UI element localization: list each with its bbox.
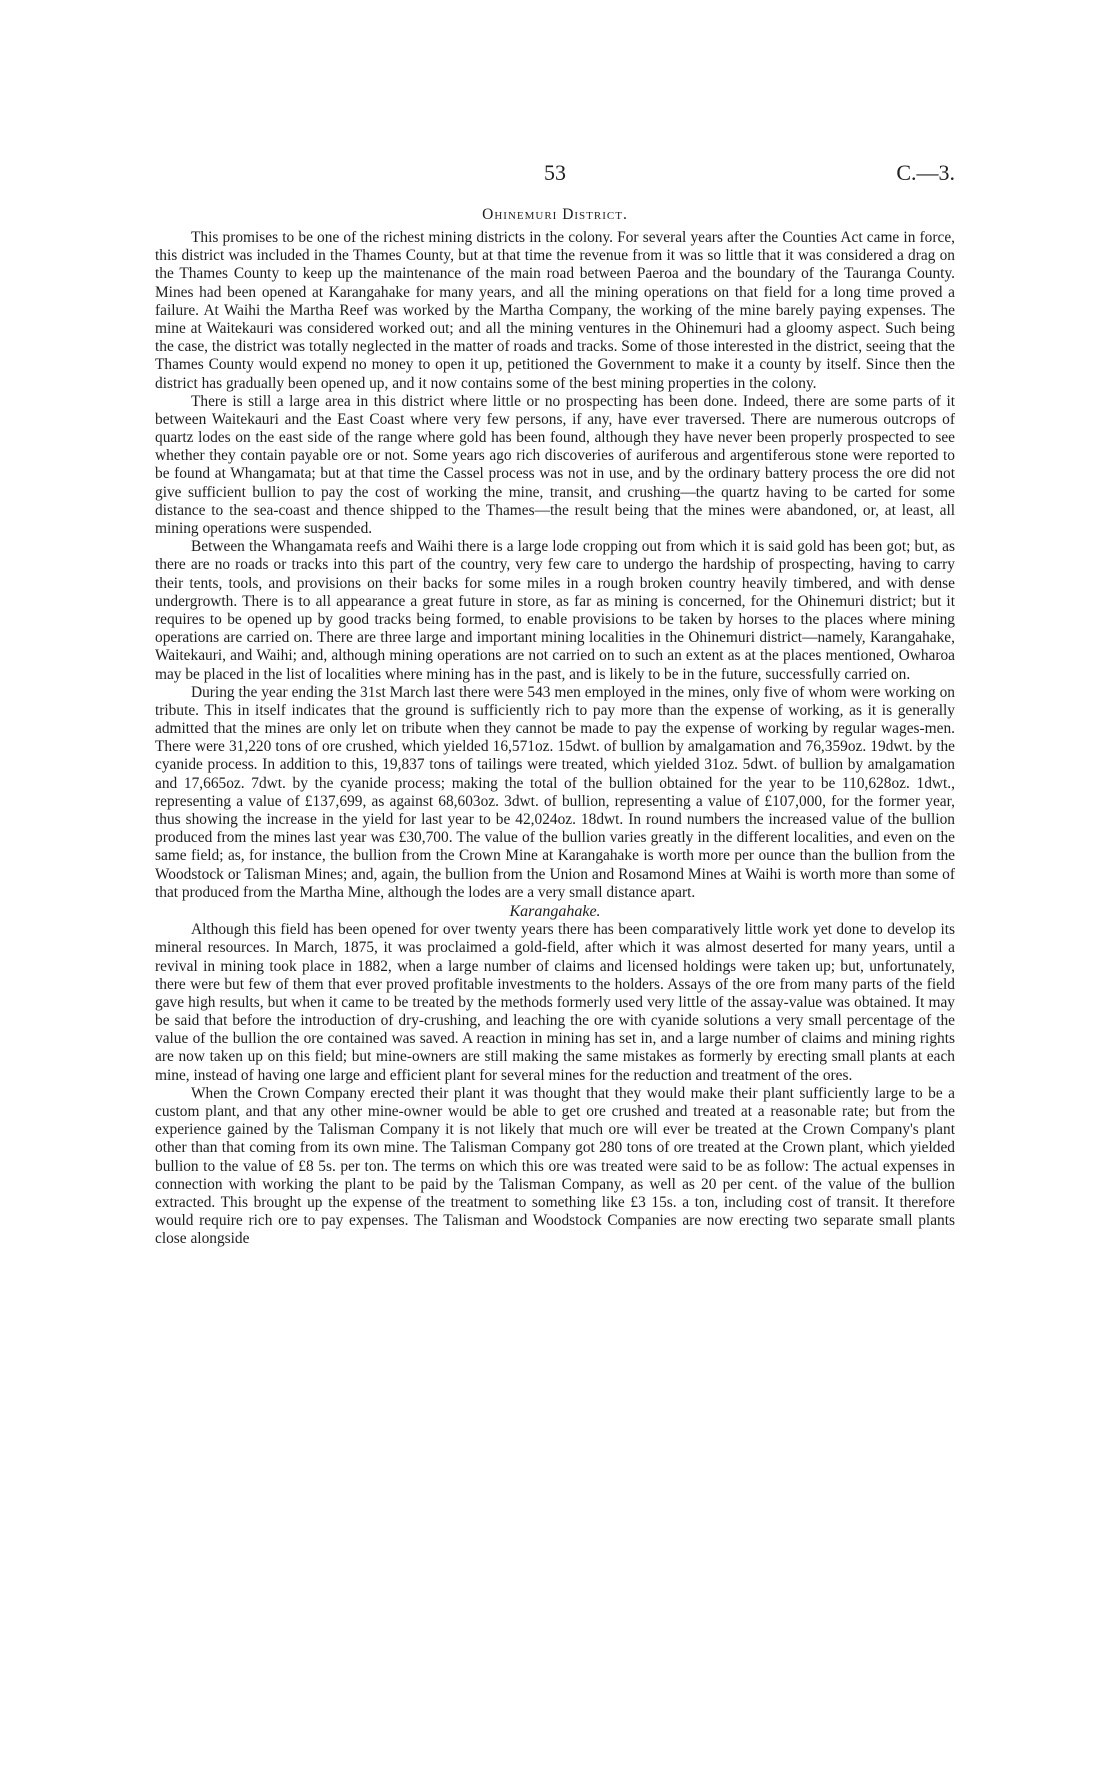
paragraph: Although this field has been opened for over twenty years there has been comparatively little work yet done to develop its mineral resources. In March, 1875, it was proclaimed a gold-field, after which it was almost deserted for many years, until a revival in mining took place in 1882, when a large number of claims and licensed holdings were taken up; but, unfortunately, there were but few of them that ever proved profitable investments to the holders. Assays of the ore from many parts of the field gave high results, but when it came to be treated by the methods formerly used very little of the assay-value was obtained. It may be said that before the introduction of dry-crushing, and leaching the ore with cyanide solutions a very small percentage of the value of the bullion the ore contained was saved. A reaction in mining has set in, and a large number of claims and mining rights are now taken up on this field; but mine-owners are still making the same mistakes as formerly by erecting small plants at each mine, instead of having one large and efficient plant for several mines for the reduction and treatment of the ores. bbox=[155, 921, 955, 1084]
paragraph: Between the Whangamata reefs and Waihi there is a large lode cropping out from which it is said gold has been got; but, as there are no roads or tracks into this part of the country, very few care to undergo the hardship of prospecting, having to carry their tents, tools, and provisions on their backs for some miles in a rough broken country heavily timbered, and with dense undergrowth. There is to all appearance a great future in store, as far as mining is concerned, for the Ohinemuri district; but it requires to be opened up by good tracks being formed, to enable provisions to be taken by horses to the places where mining operations are carried on. There are three large and important mining localities in the Ohinemuri district—namely, Karangahake, Waitekauri, and Waihi; and, although mining operations are not carried on to such an extent as at the places mentioned, Owharoa may be placed in the list of localities where mining has in the past, and is likely to be in the future, successfully carried on. bbox=[155, 538, 955, 683]
karangahake-section bbox=[155, 921, 955, 1248]
page-header bbox=[155, 160, 955, 194]
section-title: Ohinemuri District. bbox=[482, 206, 628, 223]
paragraph: This promises to be one of the richest mining districts in the colony. For several years after the Counties Act came in force, this district was included in the Thames County, but at that time the revenue from it was so little that it was considered a drag on the Thames County to keep up the maintenance of the main road between Paeroa and the boundary of the Tauranga County. Mines had been opened at Karangahake for many years, and all the mining operations on that field for a long time proved a failure. At Waihi the Martha Reef was worked by the Martha Company, the working of the mine barely paying expenses. The mine at Waitekauri was considered worked out; and all the mining ventures in the Ohinemuri had a gloomy aspect. Such being the case, the district was totally neglected in the matter of roads and tracks. Some of those interested in the district, seeing that the Thames County would expend no money to open it up, petitioned the Government to make it a county by itself. Since then the district has gradually been opened up, and it now contains some of the best mining properties in the colony. bbox=[155, 229, 955, 392]
paragraph: There is still a large area in this district where little or no prospecting has been done. Indeed, there are some parts of it between Waitekauri and the East Coast where very few persons, if any, have ever traversed. There are numerous outcrops of quartz lodes on the east side of the range where gold has been found, although they have never been properly prospected to see whether they contain payable ore or not. Some years ago rich discoveries of auriferous and argentiferous stone were reported to be found at Whangamata; but at that time the Cassel process was not in use, and by the ordinary battery process the ore did not give sufficient bullion to pay the cost of working the mine, transit, and crushing—the quartz having to be carted for some distance to the sea-coast and thence shipped to the Thames—the result being that the mines were abandoned, or, at least, all mining operations were suspended. bbox=[155, 392, 955, 537]
sub-heading-karangahake: Karangahake. bbox=[509, 902, 601, 920]
paragraph: During the year ending the 31st March last there were 543 men employed in the mines, only five of whom were working on tribute. This in itself indicates that the ground is sufficiently rich to pay more than the expense of working, as it is generally admitted that the mines are only let on tribute when they cannot be made to pay the expense of working by regular wages-men. There were 31,220 tons of ore crushed, which yielded 16,571oz. 15dwt. of bullion by amalgamation and 76,359oz. 19dwt. by the cyanide process. In addition to this, 19,837 tons of tailings were treated, which yielded 31oz. 5dwt. of bullion by amalgamation and 17,665oz. 7dwt. by the cyanide process; making the total of the bullion obtained for the year to be 110,628oz. 1dwt., representing a value of £137,699, as against 68,603oz. 3dwt. of bullion, representing a value of £107,000, for the former year, thus showing the increase in the yield for last year to be 42,024oz. 18dwt. In round numbers the increased value of the bullion produced from the mines last year was £30,700. The value of the bullion varies greatly in the different localities, and even on the same field; as, for instance, the bullion from the Crown Mine at Karangahake is worth more per ounce than the bullion from the Woodstock or Talisman Mines; and, again, the bullion from the Union and Rosamond Mines at Waihi is worth more than some of that produced from the Martha Mine, although the lodes are a very small distance apart. bbox=[155, 683, 955, 901]
document-reference: C.—3. bbox=[896, 160, 955, 185]
paragraph: When the Crown Company erected their plant it was thought that they would make their plant sufficiently large to be a custom plant, and that any other mine-owner would be able to get ore crushed and treated at a reasonable rate; but from the experience gained by the Talisman Company it is not likely that much ore will ever be treated at the Crown Company's plant other than that coming from its own mine. The Talisman Company got 280 tons of ore treated at the Crown plant, which yielded bullion to the value of £8 5s. per ton. The terms on which this ore was treated were said to be as follow: The actual expenses in connection with working the plant to be paid by the Talisman Company, as well as 20 per cent. of the value of the bullion extracted. This brought up the expense of the treatment to something like £3 15s. a ton, including cost of transit. It therefore would require rich ore to pay expenses. The Talisman and Woodstock Companies are now erecting two separate small plants close alongside bbox=[155, 1084, 955, 1248]
page-number: 53 bbox=[544, 160, 566, 185]
document-page bbox=[155, 160, 955, 1249]
intro-section bbox=[155, 229, 955, 902]
